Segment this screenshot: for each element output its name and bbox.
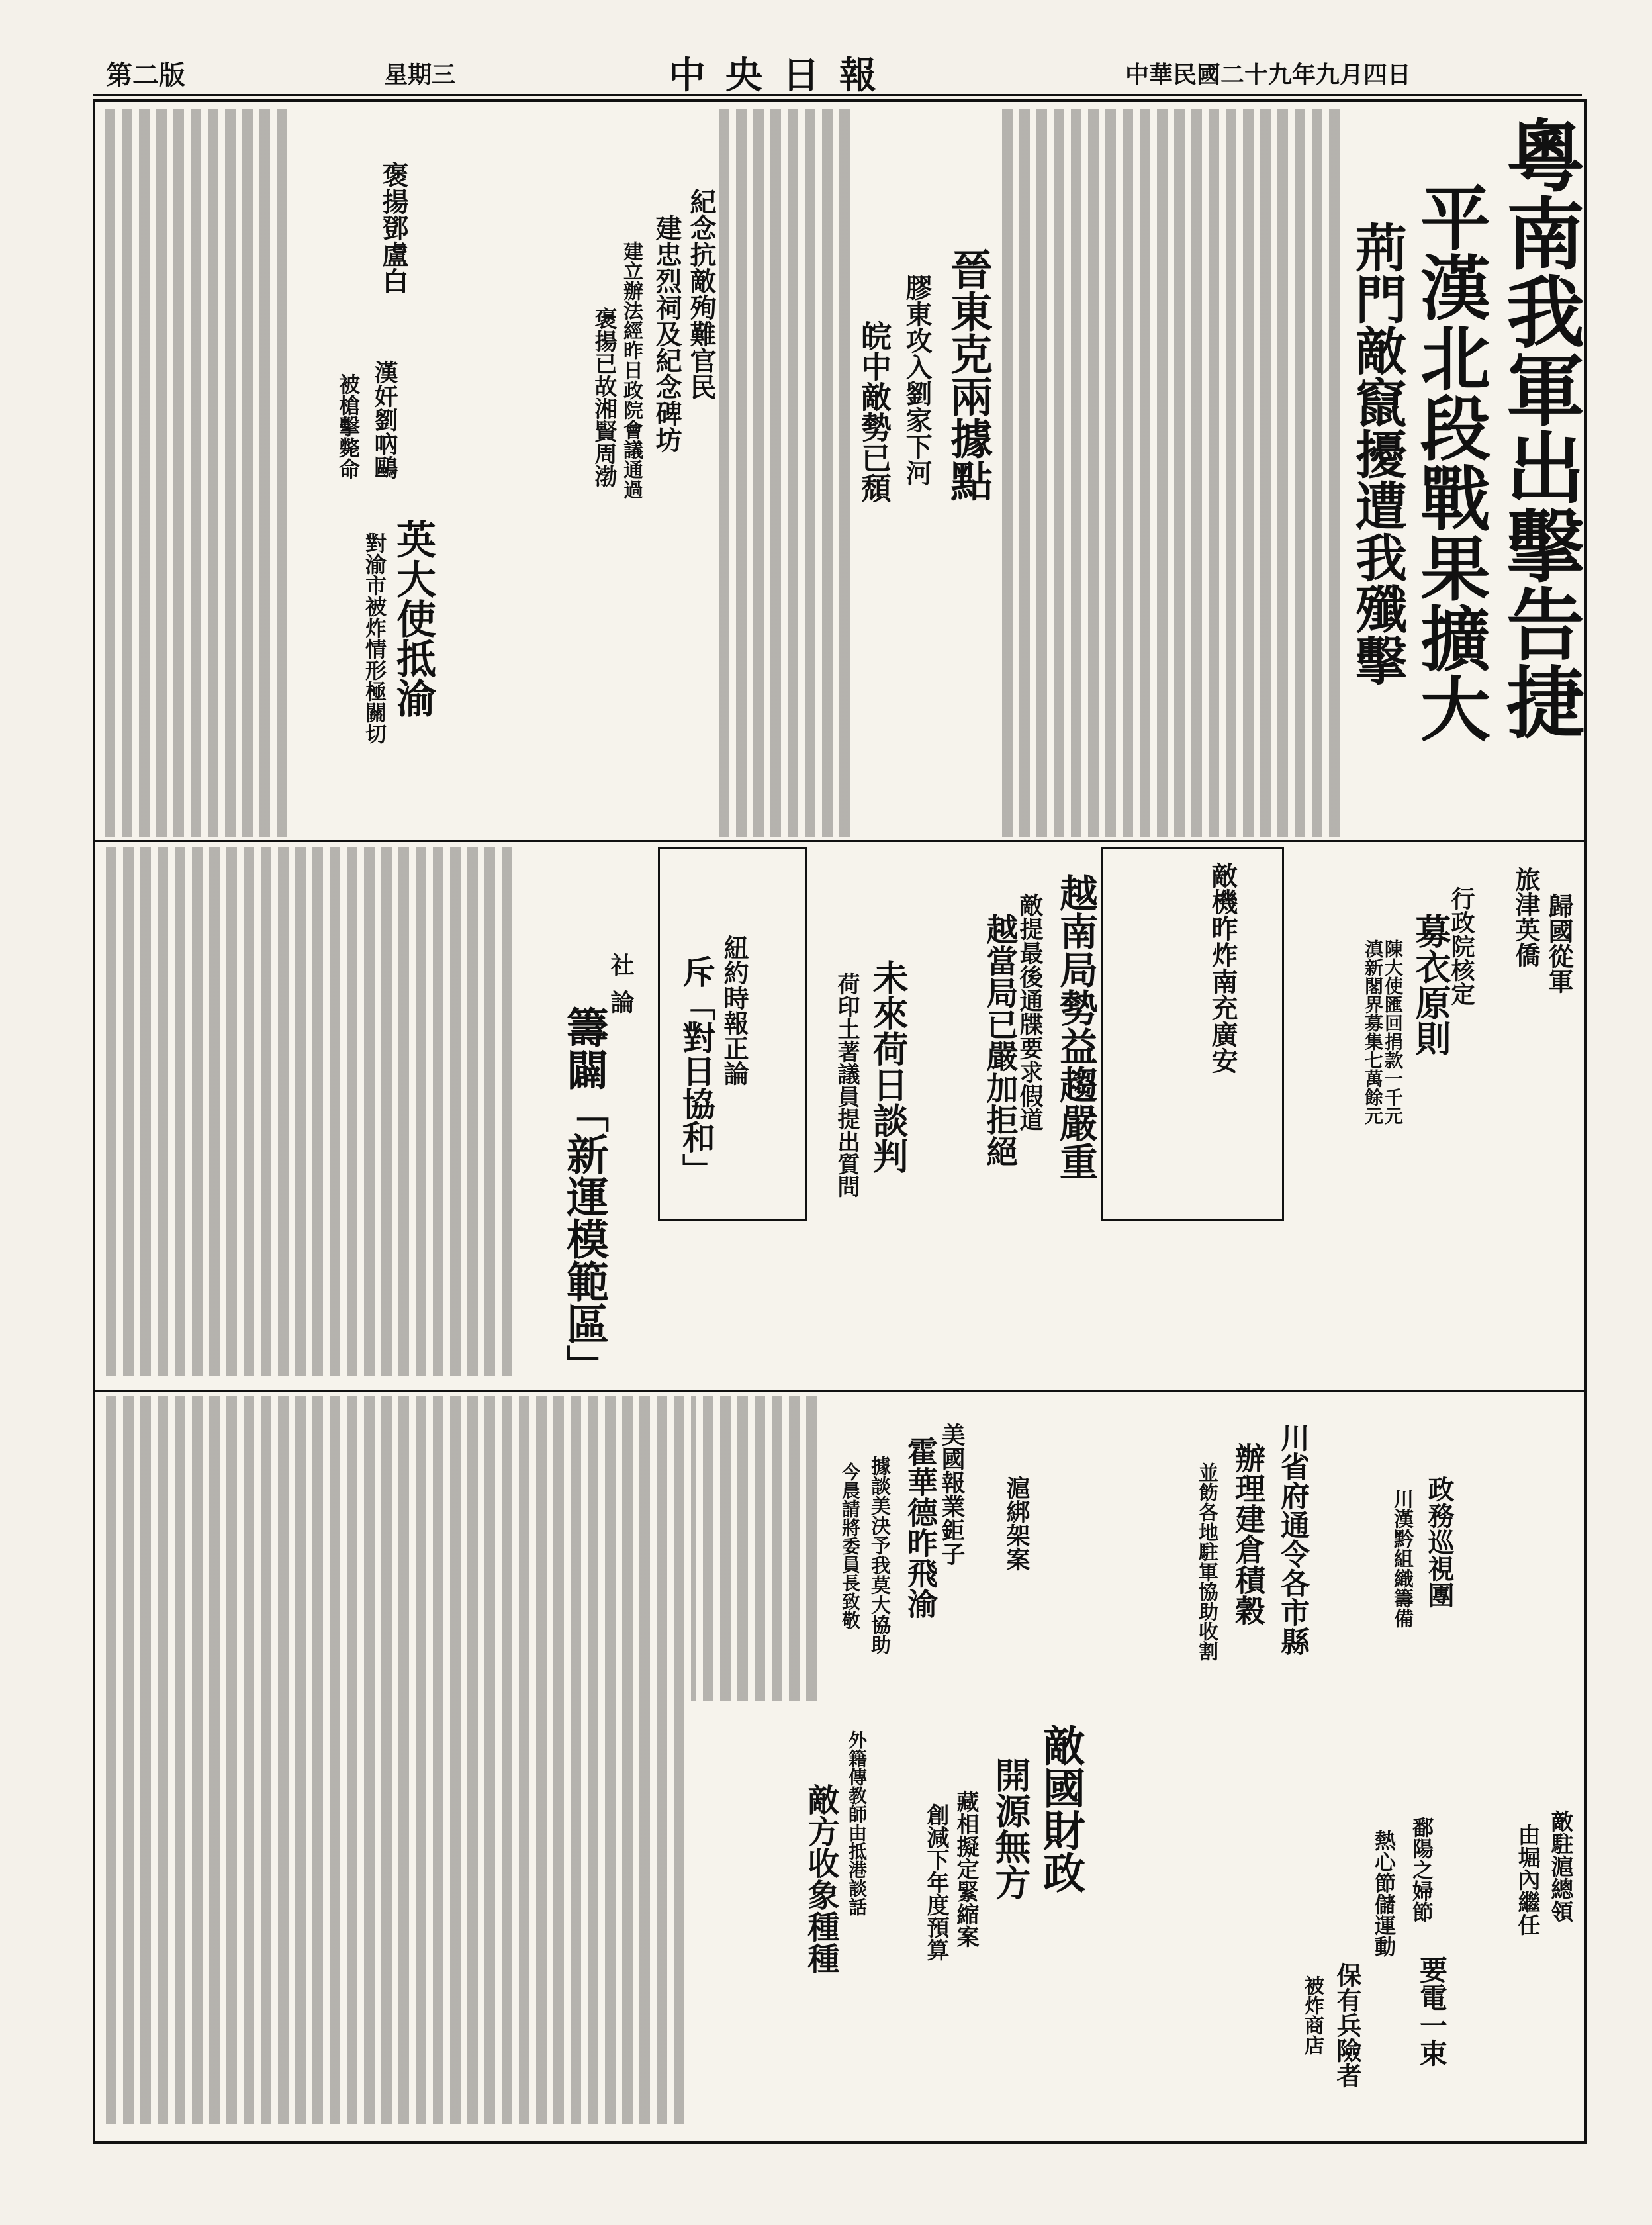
jewelry-headline: 鄱陽之婦節 <box>1409 1817 1434 1922</box>
jindong-article <box>717 109 993 837</box>
telegram-headline: 要電一束 <box>1416 1956 1448 2067</box>
telegram-article <box>1366 1956 1459 2134</box>
tianjin-article <box>1498 847 1578 1244</box>
vietnam-headline: 越南局勢益趨嚴重 <box>1053 873 1098 1180</box>
lead-article <box>995 109 1585 837</box>
newspaper-page <box>93 99 1587 2144</box>
shimadu-headline: 敵駐滬總領 <box>1547 1810 1573 1922</box>
section-divider <box>95 840 1584 842</box>
nyt-sub: 斥「對日協和」 <box>677 955 716 1186</box>
enemyacq-headline: 敵方收象種種 <box>802 1783 839 1974</box>
lead-headline-2: 平漢北段戰果擴大 <box>1409 181 1492 743</box>
clothing-sub-2: 滇新閣界募集七萬餘元 <box>1362 939 1384 1125</box>
vietnam-sub-2: 越當局已嚴加拒絕 <box>981 913 1018 1167</box>
clothing-sub-1: 陳大使匯回捐款一千元 <box>1382 939 1404 1125</box>
nyt-headline: 紐約時報正論 <box>719 935 749 1086</box>
masthead-title: 中央日報 <box>668 54 896 97</box>
jindong-body-text <box>717 109 850 837</box>
editorial <box>102 847 651 1387</box>
enemyfin-headline: 敵國財政 <box>1036 1724 1085 1893</box>
vietnam-sub-1: 敵提最後通牒要求假道 <box>1016 893 1044 1131</box>
enemyfin-sub-1: 開源無方 <box>989 1757 1032 1900</box>
masthead <box>93 53 1582 96</box>
jindong-sub-2: 皖中敵勢已頹 <box>856 320 892 503</box>
sichuan-sub-2: 並飭各地駐軍協助收割 <box>1195 1462 1218 1661</box>
britain-headline: 英大使抵渝 <box>390 519 436 718</box>
enemyfin-sub-2: 藏相擬定緊縮案 <box>952 1790 979 1948</box>
jewelry-sub: 熱心節儲運動 <box>1371 1830 1397 1957</box>
shimadu-sub: 由堀內繼任 <box>1514 1823 1540 1936</box>
foreign-headline: 外籍傳教師由抵港談話 <box>846 1730 868 1916</box>
nyt-article <box>658 847 807 1221</box>
masthead-weekday: 星期三 <box>384 60 456 89</box>
hooker-headline: 美國報業鉅子 <box>938 1423 966 1566</box>
eveninspect-headline: 今晨請將委員長致敬 <box>839 1462 861 1629</box>
lower-middle-body-text <box>691 1396 817 1701</box>
bombing-article <box>1101 847 1284 1221</box>
liu-sub: 被槍擊斃命 <box>336 373 361 479</box>
tianjin-sub: 歸國從軍 <box>1544 893 1574 994</box>
sichuan-article <box>1154 1396 1333 1793</box>
hooker-sub-1: 霍華德昨飛渝 <box>903 1436 939 1619</box>
martyrs-sub-1: 建忠烈祠及紀念碑坊 <box>651 214 682 453</box>
clothing-pre: 行政院核定 <box>1447 886 1475 1006</box>
lead-subhead: 荊門敵竄擾遭我殲擊 <box>1347 221 1407 686</box>
sichuan-sub-1: 辦理建倉積穀 <box>1230 1443 1266 1625</box>
insurance-headline: 保有兵險者 <box>1332 1962 1362 2088</box>
masthead-edition: 第二版 <box>106 59 185 91</box>
hooker-article <box>823 1396 976 1661</box>
masthead-date: 中華民國二十九年九月四日 <box>1125 60 1412 89</box>
inspection-headline: 政務巡視團 <box>1424 1476 1455 1608</box>
zhou-headline: 褒揚已故湘賢周渤 <box>590 307 617 487</box>
bombing-headline: 敵機昨炸南充廣安 <box>1207 862 1238 1074</box>
britain-sub: 對渝市被炸情形極關切 <box>362 532 387 744</box>
left-top-body-text <box>102 109 287 837</box>
lower-left-body-text <box>102 1396 684 2124</box>
hunan-article <box>976 1396 1042 1628</box>
enemyfin-sub-3: 創減下年度預算 <box>923 1803 949 1961</box>
editorial-body-text <box>102 847 512 1376</box>
lead-headline: 粵南我軍出擊告捷 <box>1493 115 1585 740</box>
editorial-label: 社論 <box>607 953 635 1027</box>
jindong-sub-1: 膠東攻入劉家下河 <box>901 274 933 486</box>
inspection-sub: 川漢黔組織籌備 <box>1390 1489 1413 1628</box>
jindong-headline: 晉東克兩據點 <box>943 248 993 502</box>
enemyacq-article <box>704 1704 876 2128</box>
lead-body-text <box>1002 109 1340 837</box>
enemyfin-article <box>883 1704 1085 2128</box>
martyrs-headline: 紀念抗敵殉難官民 <box>686 188 717 400</box>
clothing-headline: 募衣原則 <box>1410 913 1452 1056</box>
insurance-sub: 被炸商店 <box>1301 1975 1324 2055</box>
insurance-article <box>1273 1956 1366 2134</box>
martyrs-article <box>559 109 717 837</box>
section-divider <box>95 1390 1584 1392</box>
tianjin-headline: 旅津英僑 <box>1511 867 1541 967</box>
inspection-article <box>1340 1396 1465 1793</box>
editorial-headline: 籌闢「新運模範區」 <box>559 1006 609 1387</box>
netherlands-sub: 荷印土著議員提出質問 <box>833 972 860 1198</box>
liu-headline: 漢奸劉吶鷗 <box>371 360 398 479</box>
netherlands-article <box>810 847 952 1376</box>
sichuan-headline: 川省府通令各市縣 <box>1275 1423 1309 1656</box>
shimadu-article <box>1472 1797 1578 2134</box>
hooker-sub-2: 據談美決予我莫大協助 <box>867 1456 890 1654</box>
deng-headline: 褒揚鄧盧白 <box>378 162 409 294</box>
netherlands-headline: 未來荷日談判 <box>867 959 909 1174</box>
hunan-headline: 滬綁架案 <box>1003 1476 1031 1571</box>
vietnam-article <box>956 847 1098 1376</box>
left-top-articles <box>102 109 552 837</box>
martyrs-sub-2: 建立辦法經昨日政院會議通過 <box>620 241 643 499</box>
